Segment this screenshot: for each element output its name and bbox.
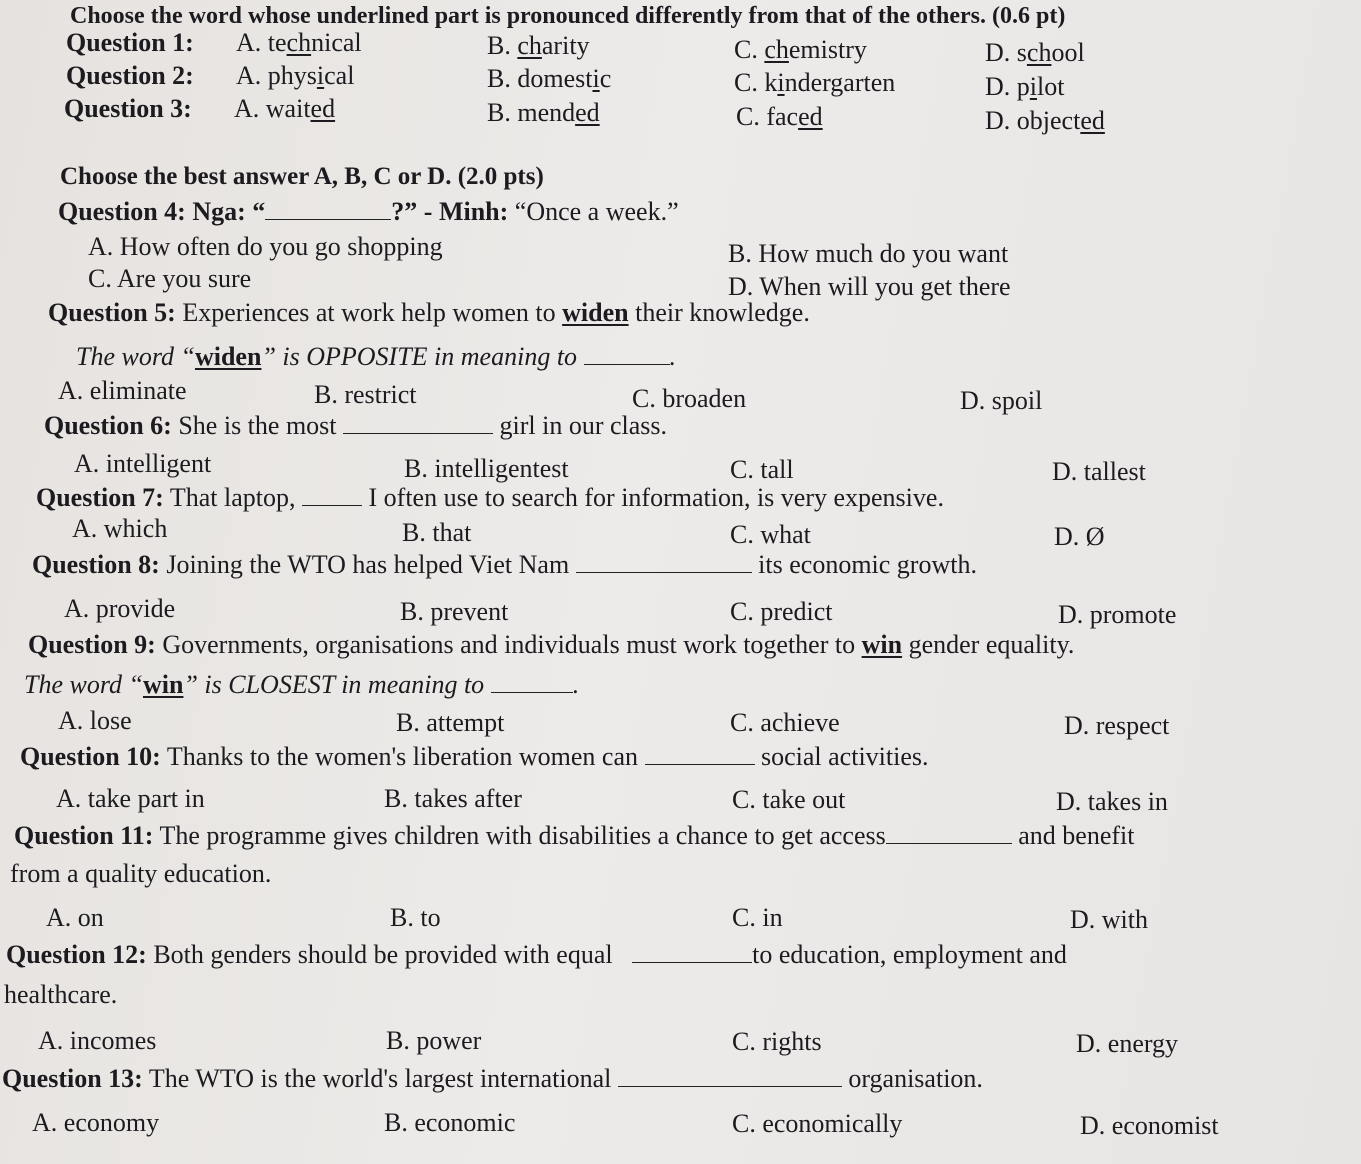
q9-blank[interactable] (491, 672, 573, 693)
q6-option-b: B. intelligentest (404, 454, 569, 483)
q11-blank[interactable] (886, 823, 1012, 844)
q13-option-a: A. economy (32, 1108, 160, 1137)
q2-option-d: D. pilot (985, 72, 1065, 101)
q1-option-d: D. school (985, 38, 1085, 67)
q2-label: Question 2: (66, 61, 194, 90)
q1-option-a: A. technical (236, 28, 362, 57)
q2-option-a: A. physical (236, 61, 355, 90)
q9-stem: Question 9: Governments, organisations and individuals must work together to win gender equality. (28, 630, 1075, 659)
q1-option-b: B. charity (487, 31, 590, 60)
q12-stem-line2: healthcare. (4, 980, 118, 1009)
q13-blank[interactable] (618, 1066, 842, 1087)
q5-option-c: C. broaden (632, 384, 747, 413)
q13-option-b: B. economic (384, 1108, 516, 1137)
q12-option-a: A. incomes (38, 1026, 157, 1055)
q2-option-c: C. kindergarten (734, 68, 896, 97)
q10-option-d: D. takes in (1056, 787, 1168, 816)
q8-stem: Question 8: Joining the WTO has helped Viet Nam its economic growth. (32, 550, 977, 579)
q13-option-c: C. economically (732, 1109, 903, 1138)
q10-stem: Question 10: Thanks to the women's liberation women can social activities. (20, 742, 929, 771)
q5-stem: Question 5: Experiences at work help women to widen their knowledge. (48, 298, 810, 327)
q10-blank[interactable] (645, 744, 755, 765)
q4-option-c: C. Are you sure (88, 264, 252, 293)
q8-option-c: C. predict (730, 597, 833, 626)
q3-label: Question 3: (64, 94, 192, 123)
q5-option-a: A. eliminate (58, 376, 187, 405)
q7-option-a: A. which (72, 514, 168, 543)
q11-option-a: A. on (46, 903, 104, 932)
q6-option-d: D. tallest (1052, 457, 1146, 486)
q10-option-c: C. take out (732, 785, 846, 814)
q3-option-a: A. waited (234, 94, 336, 123)
q5-blank[interactable] (584, 344, 670, 365)
q3-option-c: C. faced (736, 102, 823, 131)
q12-blank[interactable] (632, 942, 752, 963)
q5-substem: The word “widen” is OPPOSITE in meaning to . (76, 342, 677, 371)
q6-stem: Question 6: She is the most girl in our class. (44, 411, 668, 440)
q12-option-d: D. energy (1076, 1029, 1179, 1058)
q11-option-c: C. in (732, 903, 783, 932)
q9-option-c: C. achieve (730, 708, 840, 737)
q6-option-a: A. intelligent (74, 449, 212, 478)
q6-option-c: C. tall (730, 455, 794, 484)
q4-blank[interactable] (265, 199, 391, 220)
q2-option-b: B. domestic (487, 64, 612, 93)
q7-stem: Question 7: That laptop, I often use to search for information, is very expensive. (36, 483, 944, 512)
q9-option-b: B. attempt (396, 708, 505, 737)
q6-blank[interactable] (343, 413, 493, 434)
q11-stem-line2: from a quality education. (10, 859, 272, 888)
q9-option-a: A. lose (58, 706, 132, 735)
q8-option-b: B. prevent (400, 597, 509, 626)
section1-heading: Choose the word whose underlined part is pronounced differently from that of the others. (0.6 pt) (70, 3, 1066, 29)
q4-option-a: A. How often do you go shopping (88, 232, 443, 261)
q7-option-b: B. that (402, 518, 472, 547)
q11-stem: Question 11: The programme gives children with disabilities a chance to get access and benefit (14, 821, 1135, 850)
q11-option-d: D. with (1070, 905, 1148, 934)
q13-option-d: D. economist (1080, 1111, 1219, 1140)
q9-substem: The word “win” is CLOSEST in meaning to . (24, 670, 580, 699)
q10-option-a: A. take part in (56, 784, 205, 813)
q4-option-d: D. When will you get there (728, 272, 1011, 301)
q7-option-c: C. what (730, 520, 811, 549)
q4-stem: Question 4: Nga: “ ?” - Minh: “Once a week.” (58, 197, 679, 226)
q1-option-c: C. chemistry (734, 35, 867, 64)
q12-option-b: B. power (386, 1026, 482, 1055)
q8-option-d: D. promote (1058, 600, 1177, 629)
q1-label: Question 1: (66, 28, 194, 57)
q3-option-d: D. objected (985, 106, 1105, 135)
q5-option-b: B. restrict (314, 380, 417, 409)
q4-option-b: B. How much do you want (728, 239, 1009, 268)
q7-blank[interactable] (302, 485, 362, 506)
q3-option-b: B. mended (487, 98, 600, 127)
q10-option-b: B. takes after (384, 784, 522, 813)
q12-option-c: C. rights (732, 1027, 822, 1056)
section2-heading: Choose the best answer A, B, C or D. (2.0 pts) (60, 163, 544, 190)
q11-option-b: B. to (390, 903, 441, 932)
q8-blank[interactable] (576, 552, 752, 573)
q9-option-d: D. respect (1064, 711, 1170, 740)
q13-stem: Question 13: The WTO is the world's largest international organisation. (2, 1064, 983, 1093)
q12-stem: Question 12: Both genders should be provided with equal to education, employment and (6, 940, 1067, 969)
q5-option-d: D. spoil (960, 386, 1043, 415)
q8-option-a: A. provide (64, 594, 176, 623)
q7-option-d: D. Ø (1054, 522, 1105, 551)
